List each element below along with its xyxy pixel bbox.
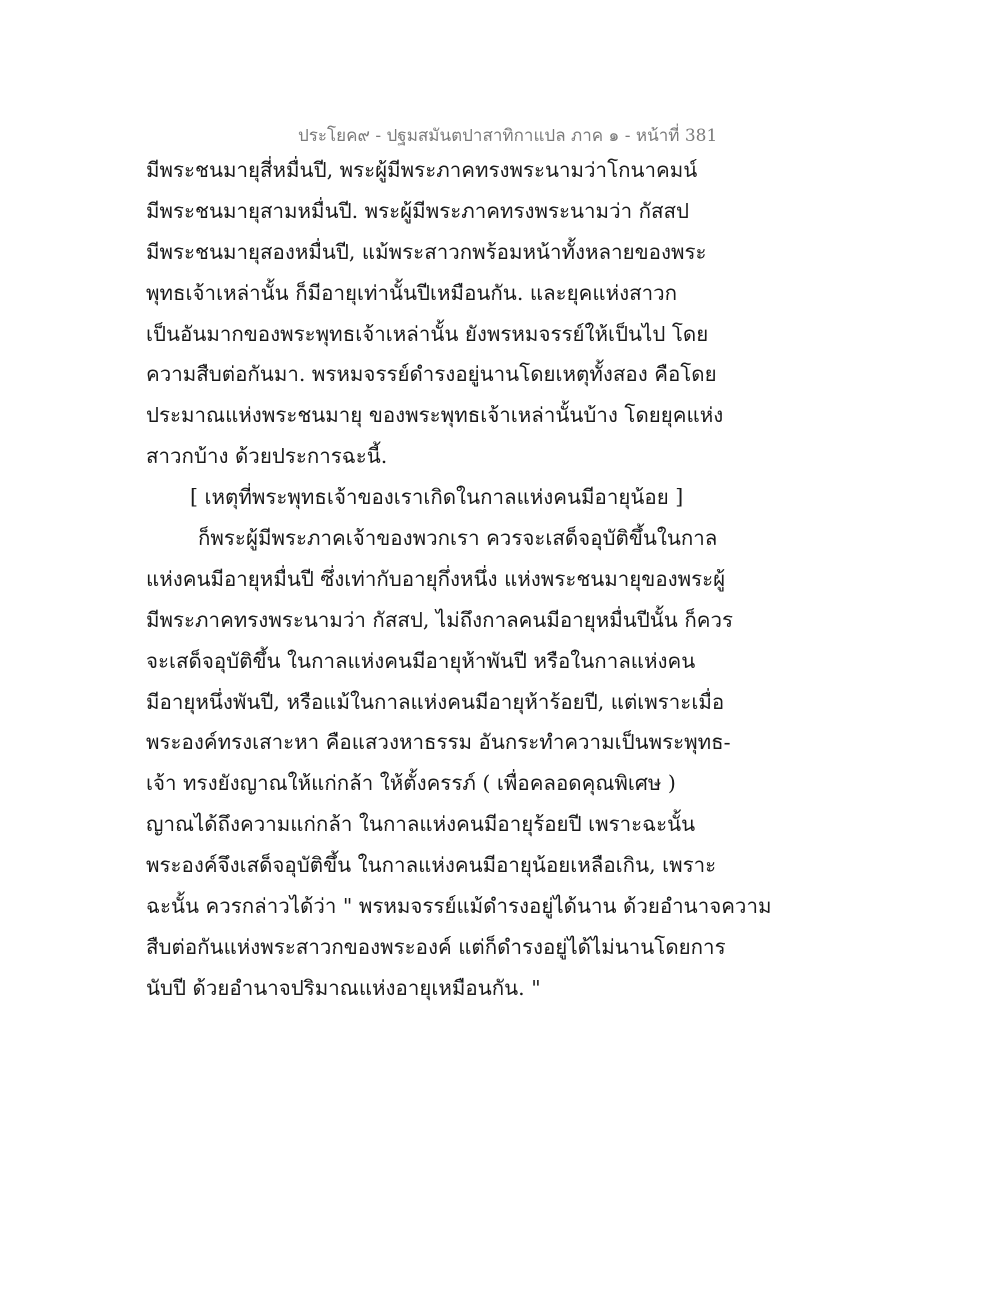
text-line: ความสืบต่อกันมา. พรหมจรรย์ดำรงอยู่นานโดยเหตุทั้งสอง คือโดย	[146, 362, 717, 387]
text-line: สืบต่อกันแห่งพระสาวกของพระองค์ แต่ก็ดำรงอยู่ได้ไม่นานโดยการ	[146, 934, 726, 959]
running-header: ประโยค๙ - ปฐมสมันตปาสาทิกาแปล ภาค ๑ - หน้าที่ 381	[298, 126, 718, 146]
body-text	[146, 150, 772, 1009]
text-line: มีพระภาคทรงพระนามว่า กัสสป, ไม่ถึงกาลคนมีอายุหมื่นปีนั้น ก็ควร	[146, 607, 733, 632]
text-line: พระองค์จึงเสด็จอุบัติขึ้น ในกาลแห่งคนมีอายุน้อยเหลือเกิน, เพราะ	[146, 853, 717, 878]
text-line: เจ้า ทรงยังญาณให้แก่กล้า ให้ตั้งครรภ์ ( เพื่อคลอดคุณพิเศษ )	[146, 771, 676, 796]
text-line: พระองค์ทรงเสาะหา คือแสวงหาธรรม อันกระทำความเป็นพระพุทธ-	[146, 730, 731, 755]
text-line: มีอายุหนึ่งพันปี, หรือแม้ในกาลแห่งคนมีอายุห้าร้อยปี, แต่เพราะเมื่อ	[146, 689, 725, 714]
section-heading: [ เหตุที่พระพุทธเจ้าของเราเกิดในกาลแห่งคนมีอายุน้อย ]	[190, 485, 684, 510]
text-line: จะเสด็จอุบัติขึ้น ในกาลแห่งคนมีอายุห้าพันปี หรือในกาลแห่งคน	[146, 648, 696, 673]
text-line: นับปี ด้วยอำนาจปริมาณแห่งอายุเหมือนกัน. "	[146, 975, 541, 1000]
text-line: ญาณได้ถึงความแก่กล้า ในกาลแห่งคนมีอายุร้อยปี เพราะฉะนั้น	[146, 812, 696, 837]
text-line: สาวกบ้าง ด้วยประการฉะนี้.	[146, 444, 388, 469]
text-line: มีพระชนมายุสองหมื่นปี, แม้พระสาวกพร้อมหน้าทั้งหลายของพระ	[146, 239, 707, 264]
text-line: ประมาณแห่งพระชนมายุ ของพระพุทธเจ้าเหล่านั้นบ้าง โดยยุคแห่ง	[146, 403, 724, 428]
text-line: แห่งคนมีอายุหมื่นปี ซึ่งเท่ากับอายุกึ่งหนึ่ง แห่งพระชนมายุของพระผู้	[146, 566, 726, 591]
text-line: พุทธเจ้าเหล่านั้น ก็มีอายุเท่านั้นปีเหมือนกัน. และยุคแห่งสาวก	[146, 280, 678, 305]
text-line: มีพระชนมายุสามหมื่นปี. พระผู้มีพระภาคทรงพระนามว่า กัสสป	[146, 198, 690, 223]
text-line: ก็พระผู้มีพระภาคเจ้าของพวกเรา ควรจะเสด็จอุบัติขึ้นในกาล	[198, 526, 718, 551]
text-line: เป็นอันมากของพระพุทธเจ้าเหล่านั้น ยังพรหมจรรย์ให้เป็นไป โดย	[146, 321, 709, 346]
text-line: มีพระชนมายุสี่หมื่นปี, พระผู้มีพระภาคทรงพระนามว่าโกนาคมน์	[146, 158, 698, 182]
text-line: ฉะนั้น ควรกล่าวได้ว่า " พรหมจรรย์แม้ดำรงอยู่ได้นาน ด้วยอำนาจความ	[146, 894, 772, 919]
